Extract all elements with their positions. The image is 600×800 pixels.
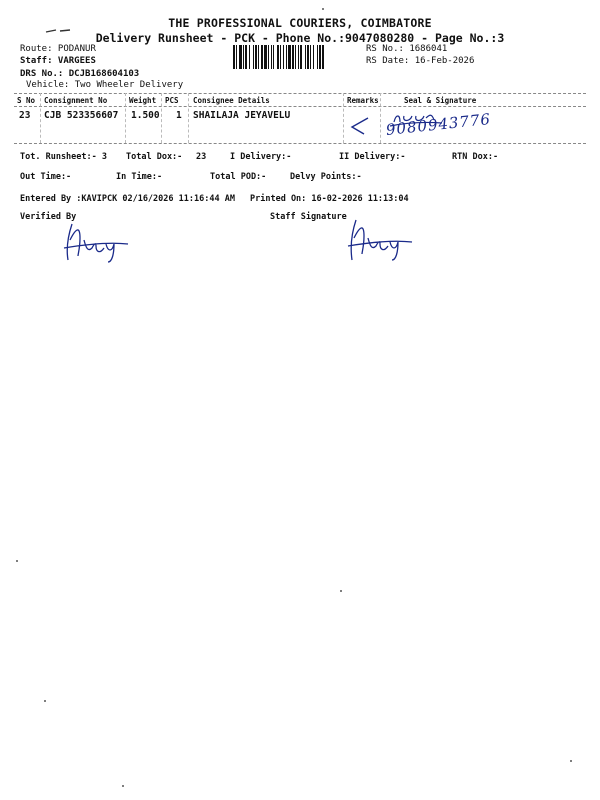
drs-number: DRS No.: DCJB168604103 [20,69,140,79]
barcode-bar [271,45,272,69]
delvy-points: Delvy Points:- [290,172,362,182]
route-field: Route: PODANUR [20,44,96,54]
barcode-bar [305,45,306,69]
col-header-sno: S No [17,96,36,105]
barcode-bar [261,45,263,69]
barcode-bar [310,45,311,69]
entered-by: Entered By :KAVIPCK 02/16/2026 11:16:44 AM [20,194,235,204]
col-header-seal: Seal & Signature [404,96,477,105]
rs-number: RS No.: 1686041 [366,44,448,54]
table-top-rule [14,93,586,94]
runsheet-subtitle: Delivery Runsheet - PCK - Phone No.:9047080280 - Page No.:3 [95,31,505,45]
barcode-bar [307,45,309,69]
barcode [233,45,363,69]
barcode-bar [295,45,296,69]
total-pod: Total POD:- [210,172,267,182]
total-dox-label: Total Dox:- [126,152,183,162]
barcode-bar [273,45,274,69]
barcode-bar [255,45,257,69]
verifier-signature-handwritten [58,218,138,264]
barcode-bar [317,45,318,69]
ii-delivery: II Delivery:- [339,152,406,162]
col-header-consignee: Consignee Details [193,96,270,105]
cell-consignee: SHAILAJA JEYAVELU [193,110,291,121]
barcode-bar [277,45,279,69]
barcode-bar [233,45,235,69]
barcode-bar [319,45,321,69]
report-title: THE PROFESSIONAL COURIERS, COIMBATORE [168,16,432,30]
printed-on: Printed On: 16-02-2026 11:13:04 [250,194,409,204]
verified-by-label: Verified By [20,212,77,222]
barcode-bar [253,45,254,69]
staff-signature-handwritten [340,214,420,264]
ink-mark [44,24,74,36]
barcode-bar [300,45,302,69]
barcode-bar [280,45,281,69]
rtn-dox: RTN Dox:- [452,152,499,162]
total-dox-value: 23 [196,152,207,162]
barcode-bar [298,45,299,69]
barcode-bar [236,45,237,69]
barcode-bar [258,45,259,69]
tot-runsheet: Tot. Runsheet:- 3 [20,152,107,162]
barcode-bar [288,45,291,69]
barcode-bar [264,45,267,69]
cell-sno: 23 [19,110,31,121]
barcode-bar [249,45,250,69]
barcode-bar [322,45,324,69]
barcode-bar [245,45,247,69]
rs-date: RS Date: 16-Feb-2026 [366,56,475,66]
col-header-remarks: Remarks [347,96,379,105]
barcode-bar [283,45,284,69]
i-delivery: I Delivery:- [230,152,292,162]
barcode-bar [243,45,244,69]
table-header-rule [14,106,586,107]
barcode-bar [313,45,314,69]
out-time: Out Time:- [20,172,72,182]
barcode-bar [286,45,287,69]
vehicle-field: Vehicle: Two Wheeler Delivery [26,80,184,90]
col-header-weight: Weight [129,96,157,105]
cell-consignment: CJB 523356607 [44,110,119,121]
staff-field: Staff: VARGEES [20,56,96,66]
cell-weight: 1.500 [131,110,160,121]
barcode-bar [239,45,242,69]
remarks-tick-mark [346,112,376,138]
barcode-bar [268,45,269,69]
staff-signature-label: Staff Signature [270,212,347,222]
col-header-consignment: Consignment No [44,96,108,105]
in-time: In Time:- [116,172,163,182]
cell-pcs: 1 [176,110,182,121]
handwritten-phone-number: 9080943776 [385,110,492,139]
col-header-pcs: PCS [165,96,179,105]
barcode-bar [292,45,294,69]
